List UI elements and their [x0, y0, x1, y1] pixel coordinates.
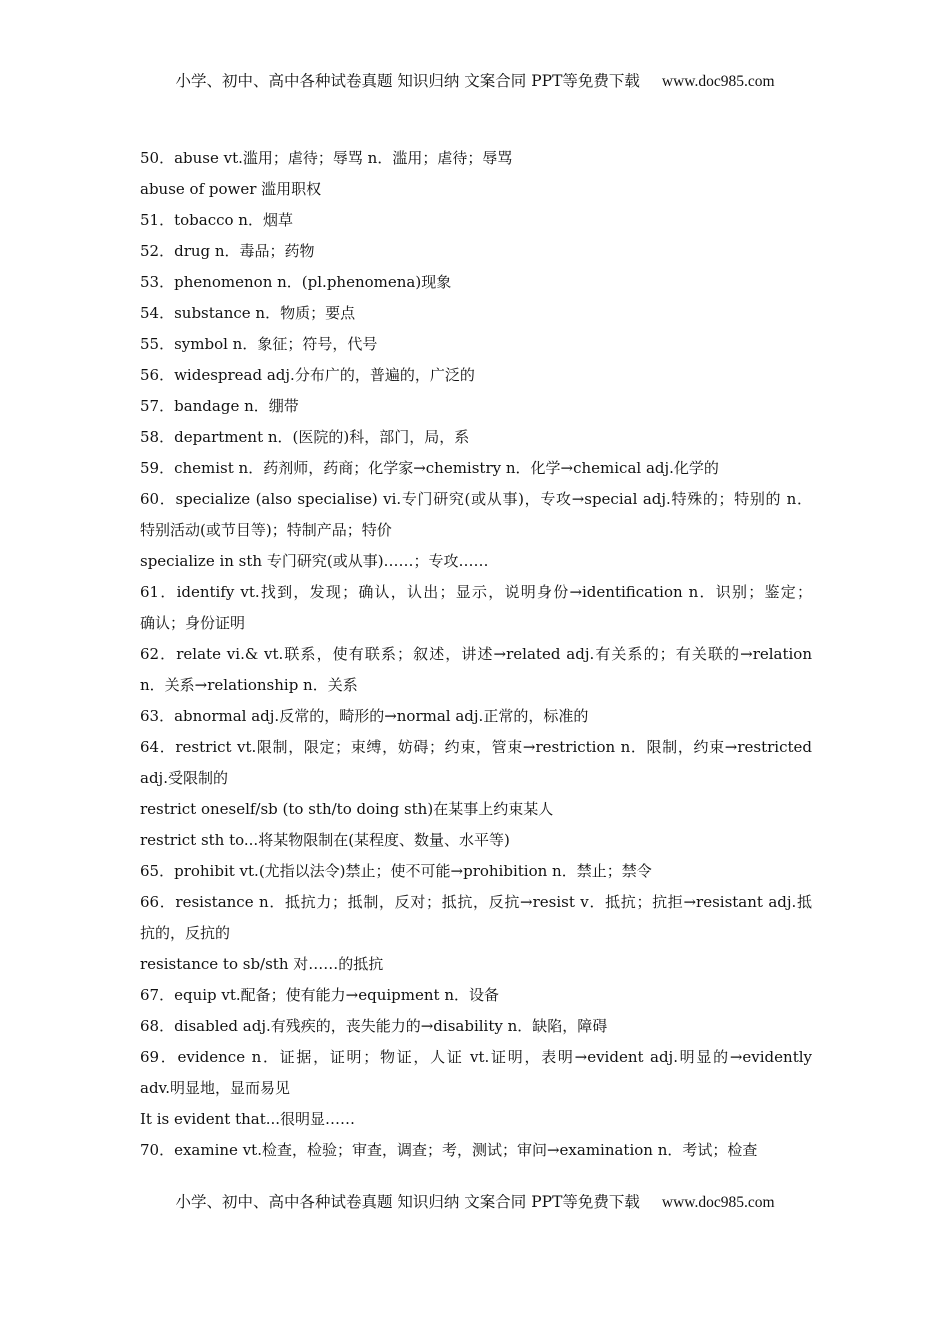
- vocab-line: n．关系→relationship n．关系: [140, 676, 358, 694]
- vocab-line: 50．abuse vt.滥用；虐待；辱骂 n．滥用；虐待；辱骂: [140, 149, 513, 167]
- vocab-line: 59．chemist n．药剂师，药商；化学家→chemistry n．化学→chemical adj.化学的: [140, 459, 719, 477]
- vocab-line: 68．disabled adj.有残疾的，丧失能力的→disability n．缺陷，障碍: [140, 1017, 608, 1035]
- vocab-line: 61．identify vt.找到，发现；确认，认出；显示，说明身份→identification n．识别；鉴定；: [140, 583, 812, 601]
- vocab-line: adv.明显地，显而易见: [140, 1079, 291, 1097]
- vocab-line: 64．restrict vt.限制，限定；束缚，妨碍；约束，管束→restriction n．限制，约束→restricted: [140, 738, 812, 756]
- vocab-line: resistance to sb/sth 对……的抵抗: [140, 955, 384, 973]
- vocab-line: 54．substance n．物质；要点: [140, 304, 356, 322]
- vocab-line: 52．drug n．毒品；药物: [140, 242, 315, 260]
- vocab-line: 56．widespread adj.分布广的，普遍的，广泛的: [140, 366, 475, 384]
- vocab-line: 70．examine vt.检查，检验；审查，调查；考，测试；审问→examination n．考试；检查: [140, 1141, 758, 1159]
- vocab-line: specialize in sth 专门研究(或从事)……；专攻……: [140, 552, 489, 570]
- header-url[interactable]: www.doc985.com: [661, 73, 775, 90]
- page-header: [0, 69, 950, 91]
- vocab-line: 特别活动(或节目等)；特制产品；特价: [140, 521, 392, 539]
- vocab-line: 66．resistance n．抵抗力；抵制，反对；抵抗，反抗→resist v．抵抗；抗拒→resistant adj.抵: [140, 893, 812, 911]
- vocab-line: It is evident that...很明显……: [140, 1110, 356, 1128]
- vocab-line: 65．prohibit vt.(尤指以法令)禁止；使不可能→prohibition n．禁止；禁令: [140, 862, 652, 880]
- footer-url[interactable]: www.doc985.com: [661, 1194, 775, 1211]
- vocab-line: 51．tobacco n．烟草: [140, 211, 293, 229]
- vocab-line: 55．symbol n．象征；符号，代号: [140, 335, 378, 353]
- vocab-line: 63．abnormal adj.反常的，畸形的→normal adj.正常的，标准的: [140, 707, 589, 725]
- vocab-line: abuse of power 滥用职权: [140, 180, 322, 198]
- vocab-line: 58．department n．(医院的)科，部门，局，系: [140, 428, 470, 446]
- page-footer: [0, 1190, 950, 1212]
- footer-text: 小学、初中、高中各种试卷真题 知识归纳 文案合同 PPT等免费下载: [175, 1193, 640, 1211]
- header-text: 小学、初中、高中各种试卷真题 知识归纳 文案合同 PPT等免费下载: [175, 72, 640, 90]
- vocab-line: 67．equip vt.配备；使有能力→equipment n．设备: [140, 986, 499, 1004]
- vocab-line: restrict sth to...将某物限制在(某程度、数量、水平等): [140, 831, 510, 849]
- vocab-line: 53．phenomenon n．(pl.phenomena)现象: [140, 273, 452, 291]
- vocab-line: restrict oneself/sb (to sth/to doing sth)在某事上约束某人: [140, 800, 554, 818]
- vocab-line: 60．specialize (also specialise) vi.专门研究(或从事)，专攻→special adj.特殊的；特别的 n．: [140, 490, 812, 508]
- vocab-line: 57．bandage n．绷带: [140, 397, 299, 415]
- vocab-line: adj.受限制的: [140, 769, 228, 787]
- vocab-line: 抗的，反抗的: [140, 924, 231, 942]
- vocab-line: 69．evidence n．证据，证明；物证，人证 vt.证明，表明→evident adj.明显的→evidently: [140, 1048, 812, 1066]
- vocab-line: 62．relate vi.& vt.联系，使有联系；叙述，讲述→related adj.有关系的；有关联的→relation: [140, 645, 812, 663]
- vocabulary-list: [140, 143, 812, 1166]
- vocab-line: 确认；身份证明: [140, 614, 246, 632]
